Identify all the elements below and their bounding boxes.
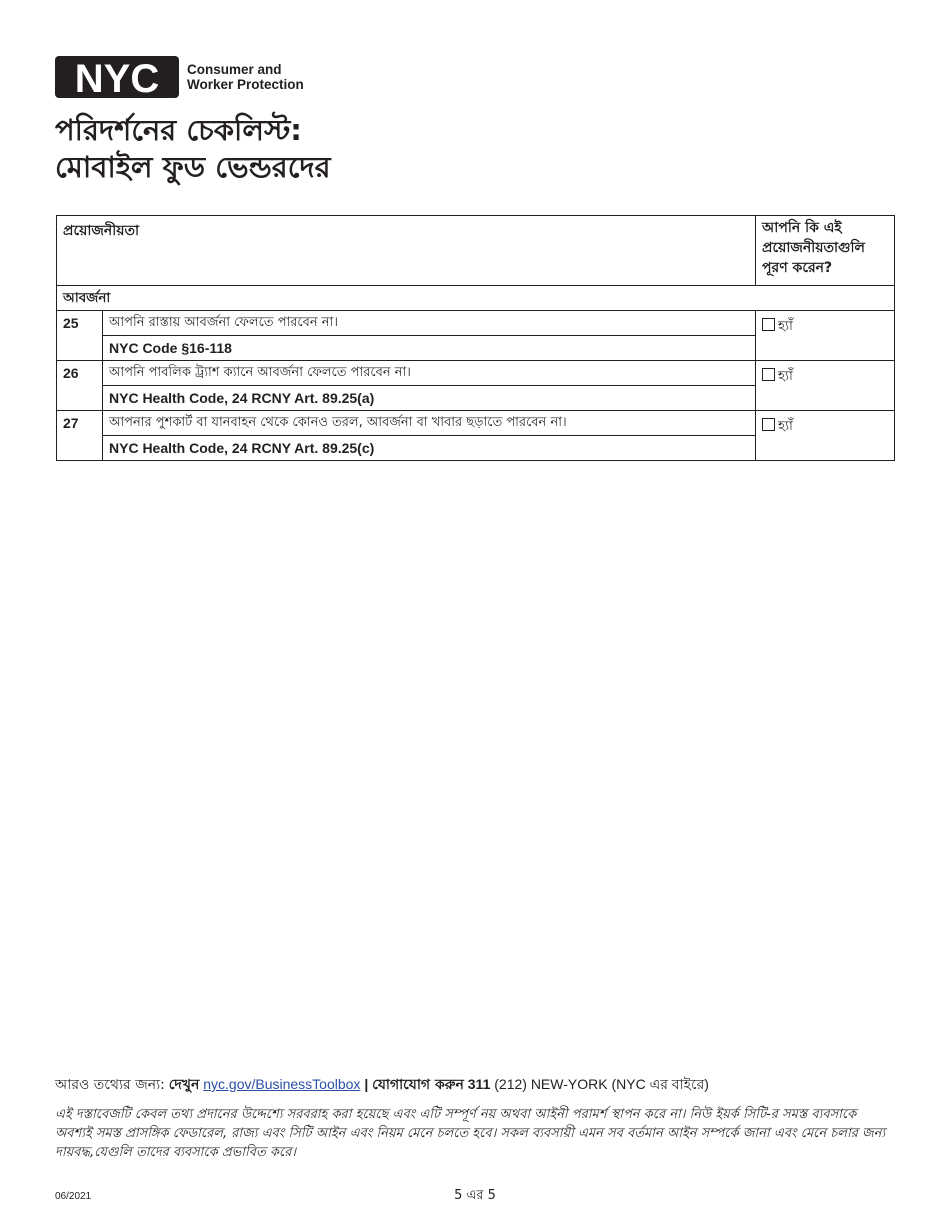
yes-checkbox[interactable] [762,418,775,431]
answer-cell [756,361,895,411]
phone-number: (212) NEW-YORK (NYC এর বাইরে) [494,1076,709,1092]
answer-column-header: আপনি কি এই প্রয়োজনীয়তাগুলি পূরণ করেন? [756,216,895,286]
yes-checkbox[interactable] [762,368,775,381]
requirement-text: আপনি পাবলিক ট্র্যাশ ক্যানে আবর্জনা ফেলতে পারবেন না। [103,361,756,386]
answer-cell [756,411,895,461]
row-number: 25 [57,311,103,361]
agency-line-1: Consumer and [187,62,282,77]
answer-cell [756,311,895,361]
see-label: দেখুন [168,1077,200,1093]
section-row [57,286,895,311]
contact-line [55,1073,709,1097]
title-line-1: পরিদর্শনের চেকলিস্ট: [55,113,302,147]
yes-label: হ্যাঁ [778,418,793,434]
business-toolbox-link[interactable]: nyc.gov/BusinessToolbox [203,1076,361,1092]
requirement-text: আপনার পুশকার্ট বা যানবাহন থেকে কোনও তরল, আবর্জনা বা খাবার ছড়াতে পারবেন না। [103,411,756,436]
inspection-checklist-table [56,215,895,461]
code-reference: NYC Health Code, 24 RCNY Art. 89.25(a) [103,386,756,411]
contact-label: যোগাযোগ করুন [372,1077,464,1093]
row-number: 27 [57,411,103,461]
disclaimer-text: এই দস্তাবেজটি কেবল তথ্য প্রদানের উদ্দেশ্যে সরবরাহ করা হয়েছে এবং এটি সম্পূর্ণ নয় অথবা আইনী পরামর্শ স্থাপন করে না। নিউ ইয়র্ক সিটি-র সমস্ত ব্যবসাকে অবশ্যই সমস্ত প্রাসঙ্গিক ফেডারেল, রাজ্য এবং সিটি আইন এবং নিয়ম মেনে চলতে হবে। সকল ব্যবসায়ী এমন সব বর্তমান আইন সম্পর্কে জানা এবং মেনে চলার জন্য দায়বদ্ধ,যেগুলি তাদের ব্যবসাকে প্রভাবিত করে। [55,1107,886,1160]
table-row [57,361,895,386]
table-row [57,411,895,436]
yes-label: হ্যাঁ [778,318,793,334]
code-reference: NYC Health Code, 24 RCNY Art. 89.25(c) [103,436,756,461]
yes-checkbox[interactable] [762,318,775,331]
requirement-column-header: প্রয়োজনীয়তা [57,216,756,286]
nyc-logo-icon [55,56,179,98]
logo-text: NYC [74,57,160,98]
section-heading-trash: আবর্জনা [57,286,895,311]
more-info-label: আরও তথ্যের জন্য: [55,1077,165,1093]
table-row [57,311,895,336]
table-header-row [57,216,895,286]
contact-number: 311 [467,1076,491,1092]
page-title [55,112,331,186]
agency-logo [55,56,304,98]
code-reference: NYC Code §16-118 [103,336,756,361]
agency-name [187,62,304,92]
agency-line-2: Worker Protection [187,77,304,92]
requirement-text: আপনি রাস্তায় আবর্জনা ফেলতে পারবেন না। [103,311,756,336]
yes-label: হ্যাঁ [778,368,793,384]
revision-date: 06/2021 [55,1191,92,1202]
row-number: 26 [57,361,103,411]
title-line-2: মোবাইল ফুড ভেন্ডরদের [55,150,331,184]
separator: | [364,1076,369,1092]
page-number: 5 এর 5 [454,1188,496,1203]
